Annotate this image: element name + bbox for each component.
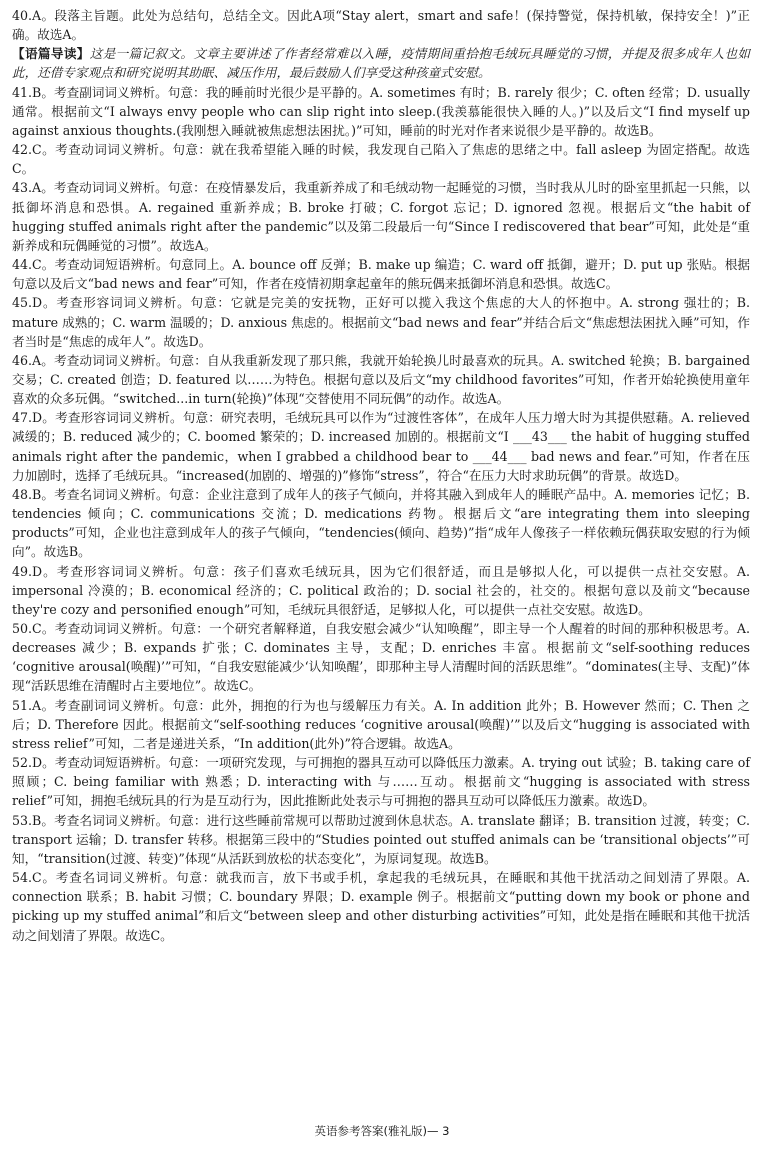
answer-45: 45.D。考查形容词词义辨析。句意：它就是完美的安抚物，正好可以揽入我这个焦虑的大人的怀抱中。A. strong 强壮的；B. mature 成熟的；C. warm 温暖的；D. anxious 焦虑的。根据前文“bad news and fear”并结合后文“焦虑想法困扰入睡”可知，作者当时是“焦虑的成年人”。故选D。 (12, 295, 750, 349)
answer-54: 54.C。考查名词词义辨析。句意：就我而言，放下书或手机，拿起我的毛绒玩具，在睡眠和其他干扰活动之间划清了界限。A. connection 联系；B. habit 习惯；C. boundary 界限；D. example 例子。根据前文“putting down my book or phone and picking up my stuffed animal”和后文“between sleep and other disturbing activities”可知，此处是指在睡眠和其他干扰活动之间划清了界限。故选C。 (12, 870, 750, 943)
answer-50: 50.C。考查动词词义辨析。句意：一个研究者解释道，自我安慰会减少“认知唤醒”，即主导一个人醒着的时间的那种积极思考。A. decreases 减少；B. expands 扩张；C. dominates 主导，支配；D. enriches 丰富。根据前文“self-soothing reduces ‘cognitive arousal(唤醒)’”可知，“自我安慰能减少‘认知唤醒’，即那种主导人清醒时间的活跃思维”。“dominates(主导、支配)”体现“活跃思维在清醒时占主要地位”。故选C。 (12, 621, 750, 694)
answer-52: 52.D。考查动词短语辨析。句意：一项研究发现，与可拥抱的器具互动可以降低压力激素。A. trying out 试验；B. taking care of 照顾；C. being familiar with 熟悉；D. interacting with 与……互动。根据前文“hugging is associated with stress relief”可知，拥抱毛绒玩具的行为是互动行为，因此推断此处表示与可拥抱的器具互动可以降低压力激素。故选D。 (12, 755, 750, 809)
answer-44: 44.C。考查动词短语辨析。句意同上。A. bounce off 反弹；B. make up 编造；C. ward off 抵御，避开；D. put up 张贴。根据句意以及后文“bad news and fear”可知，作者在疫情初期拿起童年的熊玩偶来抵御坏消息和恐惧。故选C。 (12, 257, 750, 292)
answer-48: 48.B。考查名词词义辨析。句意：企业注意到了成年人的孩子气倾向，并将其融入到成年人的睡眠产品中。A. memories 记忆；B. tendencies 倾向；C. communications 交流；D. medications 药物。根据后文“are integrating them into sleeping products”可知，企业也注意到成年人的孩子气倾向，“tendencies(倾向、趋势)”指“成年人像孩子一样依赖玩偶获取安慰的行为倾向”。故选B。 (12, 486, 750, 560)
passage-guide (12, 44, 750, 82)
answer-51: 51.A。考查副词词义辨析。句意：此外，拥抱的行为也与缓解压力有关。A. In addition 此外；B. However 然而；C. Then 之后；D. Therefore 因此。根据前文“self-soothing reduces ‘cognitive arousal(唤醒)’”以及后文“hugging is associated with stress relief”可知，二者是递进关系，“In addition(此外)”符合逻辑。故选A。 (12, 697, 750, 751)
page-footer: 英语参考答案(雅礼版)— 3 (314, 1123, 450, 1138)
passage-guide-text: 这是一篇记叙文。文章主要讲述了作者经常难以入睡，疫情期间重拾抱毛绒玩具睡觉的习惯，并提及很多成年人也如此，还借专家观点和研究说明其助眠、减压作用，最后鼓励人们享受这种孩童式安慰。 (12, 46, 751, 81)
answer-42: 42.C。考查动词词义辨析。句意：就在我希望能入睡的时候，我发现自己陷入了焦虑的思绪之中。fall asleep 为固定搭配。故选C。 (12, 142, 750, 177)
passage-guide-tag: 【语篇导读】 (12, 46, 90, 62)
answer-40: 40.A。段落主旨题。此处为总结句，总结全文。因此A项“Stay alert，smart and safe！(保持警觉，保持机敏，保持安全！)”正确。故选A。 (12, 8, 750, 43)
answer-49: 49.D。考查形容词词义辨析。句意：孩子们喜欢毛绒玩具，因为它们很舒适，而且是够拟人化，可以提供一点社交安慰。A. impersonal 冷漠的；B. economical 经济的；C. political 政治的；D. social 社会的，社交的。根据句意以及前文“because they're cozy and personified enough”可知，毛绒玩具很舒适，足够拟人化，可以提供一点社交安慰。故选D。 (12, 563, 750, 617)
answer-47: 47.D。考查形容词词义辨析。句意：研究表明，毛绒玩具可以作为“过渡性客体”，在成年人压力增大时为其提供慰藉。A. relieved 减缓的；B. reduced 减少的；C. boomed 繁荣的；D. increased 加剧的。根据前文“I ___43___ the habit of hugging stuffed animals right after the pandemic，when I grabbed a childhood bear to ___44___ bad news and fear.”可知，作者在压力加剧时，选择了毛绒玩具。“increased(加剧的、增强的)”修饰“stress”，符合“在压力大时求助玩偶”的背景。故选D。 (12, 410, 750, 483)
answer-53: 53.B。考查名词词义辨析。句意：进行这些睡前常规可以帮助过渡到休息状态。A. translate 翻译；B. transition 过渡，转变；C. transport 运输；D. transfer 转移。根据第三段中的“Studies pointed out stuffed animals can be ‘transitional objects’”可知，“transition(过渡、转变)”体现“从活跃到放松的状态变化”，为原词复现。故选B。 (12, 812, 750, 866)
answer-43: 43.A。考查动词词义辨析。句意：在疫情暴发后，我重新养成了和毛绒动物一起睡觉的习惯，当时我从儿时的卧室里抓起一只熊，以抵御坏消息和恐惧。A. regained 重新养成；B. broke 打破；C. forgot 忘记；D. ignored 忽视。根据后文“the habit of hugging stuffed animals right after the pandemic”以及第二段最后一句“Since I rediscovered that bear”可知，此处是“重新养成和玩偶睡觉的习惯”。故选A。 (12, 180, 750, 253)
answer-46: 46.A。考查动词词义辨析。句意：自从我重新发现了那只熊，我就开始轮换儿时最喜欢的玩具。A. switched 轮换；B. bargained 交易；C. created 创造；D. featured 以……为特色。根据句意以及后文“my childhood favorites”可知，作者开始轮换使用童年喜欢的众多玩偶。“switched...in turn(轮换)”体现“交替使用不同玩偶”的动作。故选A。 (12, 352, 750, 407)
answer-41: 41.B。考查副词词义辨析。句意：我的睡前时光很少是平静的。A. sometimes 有时；B. rarely 很少；C. often 经常；D. usually 通常。根据前文“I always envy people who can slip right into sleep.(我羡慕能很快入睡的人。)”以及后文“I find myself up against anxious thoughts.(我刚想入睡就被焦虑想法困扰。)”可知，睡前的时光对作者来说很少是平静的。故选B。 (12, 84, 750, 138)
